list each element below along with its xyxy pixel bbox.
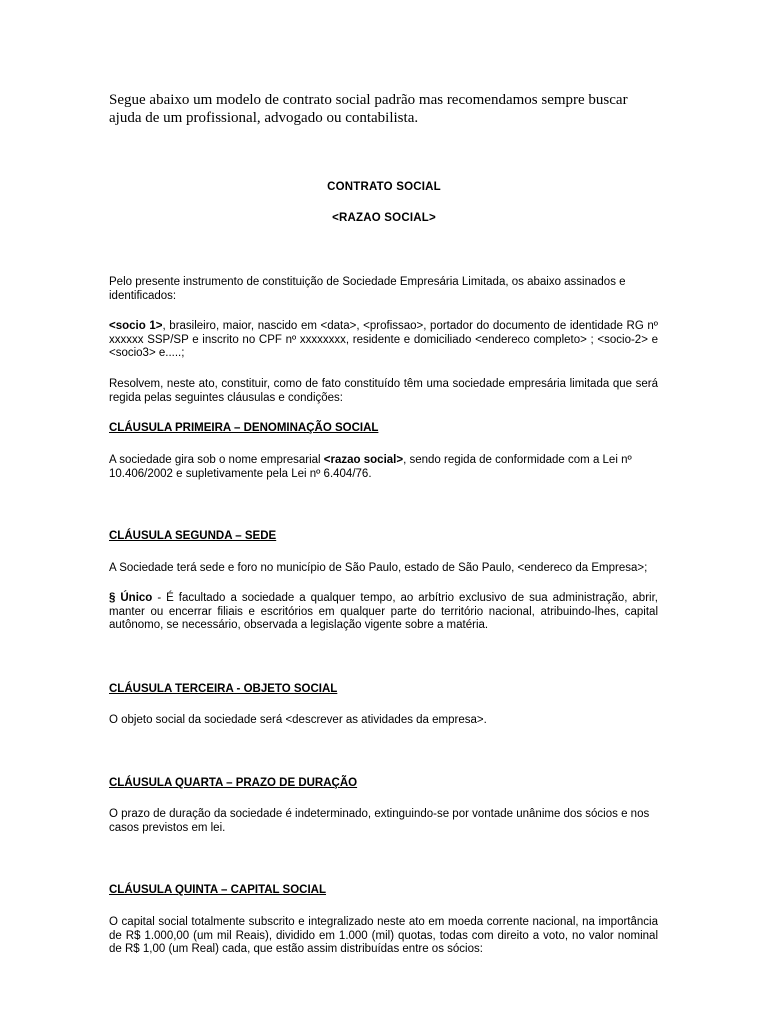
clause-1-heading: CLÁUSULA PRIMEIRA – DENOMINAÇÃO SOCIAL: [109, 422, 379, 434]
clause-1-text-after: , sendo regida de conformidade com a Lei nº 10.406/2002 e supletivamente pela Lei nº 6.404/76.: [109, 454, 632, 480]
resolve-paragraph: Resolvem, neste ato, constituir, como de fato constituído têm uma sociedade empresária limitada que será regida pelas seguintes cláusulas e condições:: [109, 378, 658, 404]
company-name-placeholder: <razao social>: [323, 454, 404, 466]
clause-3-heading: CLÁUSULA TERCEIRA - OBJETO SOCIAL: [109, 683, 338, 695]
intro-paragraph: [109, 91, 669, 127]
clause-3-text: O objeto social da sociedade será <descrever as atividades da empresa>.: [109, 714, 487, 726]
clause-2-text: A Sociedade terá sede e foro no município de São Paulo, estado de São Paulo, <endereco da Empresa>;: [109, 562, 648, 574]
intro-line-1: Segue abaixo um modelo de contrato social padrão mas recomendamos sempre buscar: [109, 92, 628, 108]
clause-5-heading: CLÁUSULA QUINTA – CAPITAL SOCIAL: [109, 884, 327, 896]
clause-1-text-before: A sociedade gira sob o nome empresarial: [109, 454, 324, 466]
clause-1-text: [109, 454, 658, 481]
unique-paragraph-text: - É facultado a sociedade a qualquer tempo, ao arbítrio exclusivo de sua administração, abrir, manter ou encerrar filiais e escritórios em qualquer parte do território nacional, atribuindo-lhes, capital autônomo, se necessário, observada a legislação vigente sobre a matéria.: [109, 592, 658, 631]
clause-4-heading: CLÁUSULA QUARTA – PRAZO DE DURAÇÃO: [109, 777, 358, 789]
partner-1-placeholder: <socio 1>: [109, 320, 163, 332]
clause-2-heading: CLÁUSULA SEGUNDA – SEDE: [109, 530, 277, 542]
preamble-paragraph: Pelo presente instrumento de constituição de Sociedade Empresária Limitada, os abaixo assinados e identificados:: [109, 276, 626, 302]
document-title: CONTRATO SOCIAL: [327, 181, 441, 193]
intro-line-2: ajuda de um profissional, advogado ou contabilista.: [109, 110, 419, 126]
partners-paragraph: [109, 320, 658, 361]
clause-2-unique-paragraph: [109, 592, 658, 633]
clause-4-text: O prazo de duração da sociedade é indeterminado, extinguindo-se por vontade unânime dos sócios e nos casos previstos em lei.: [109, 808, 650, 834]
document-subtitle: <RAZAO SOCIAL>: [332, 212, 436, 224]
partners-text: , brasileiro, maior, nascido em <data>, <profissao>, portador do documento de identidade RG nº xxxxxx SSP/SP e inscrito no CPF nº xxxxxxxx, residente e domiciliado <endereco completo> ; <socio-2> e <socio3> e.....;: [109, 320, 658, 359]
clause-5-text: O capital social totalmente subscrito e integralizado neste ato em moeda corrente nacional, na importância de R$ 1.000,00 (um mil Reais), dividido em 1.000 (mil) quotas, todas com direito a voto, no valor nominal de R$ 1,00 (um Real) cada, que estão assim distribuídas entre os sócios:: [109, 916, 658, 955]
unique-paragraph-label: § Único: [109, 592, 153, 604]
